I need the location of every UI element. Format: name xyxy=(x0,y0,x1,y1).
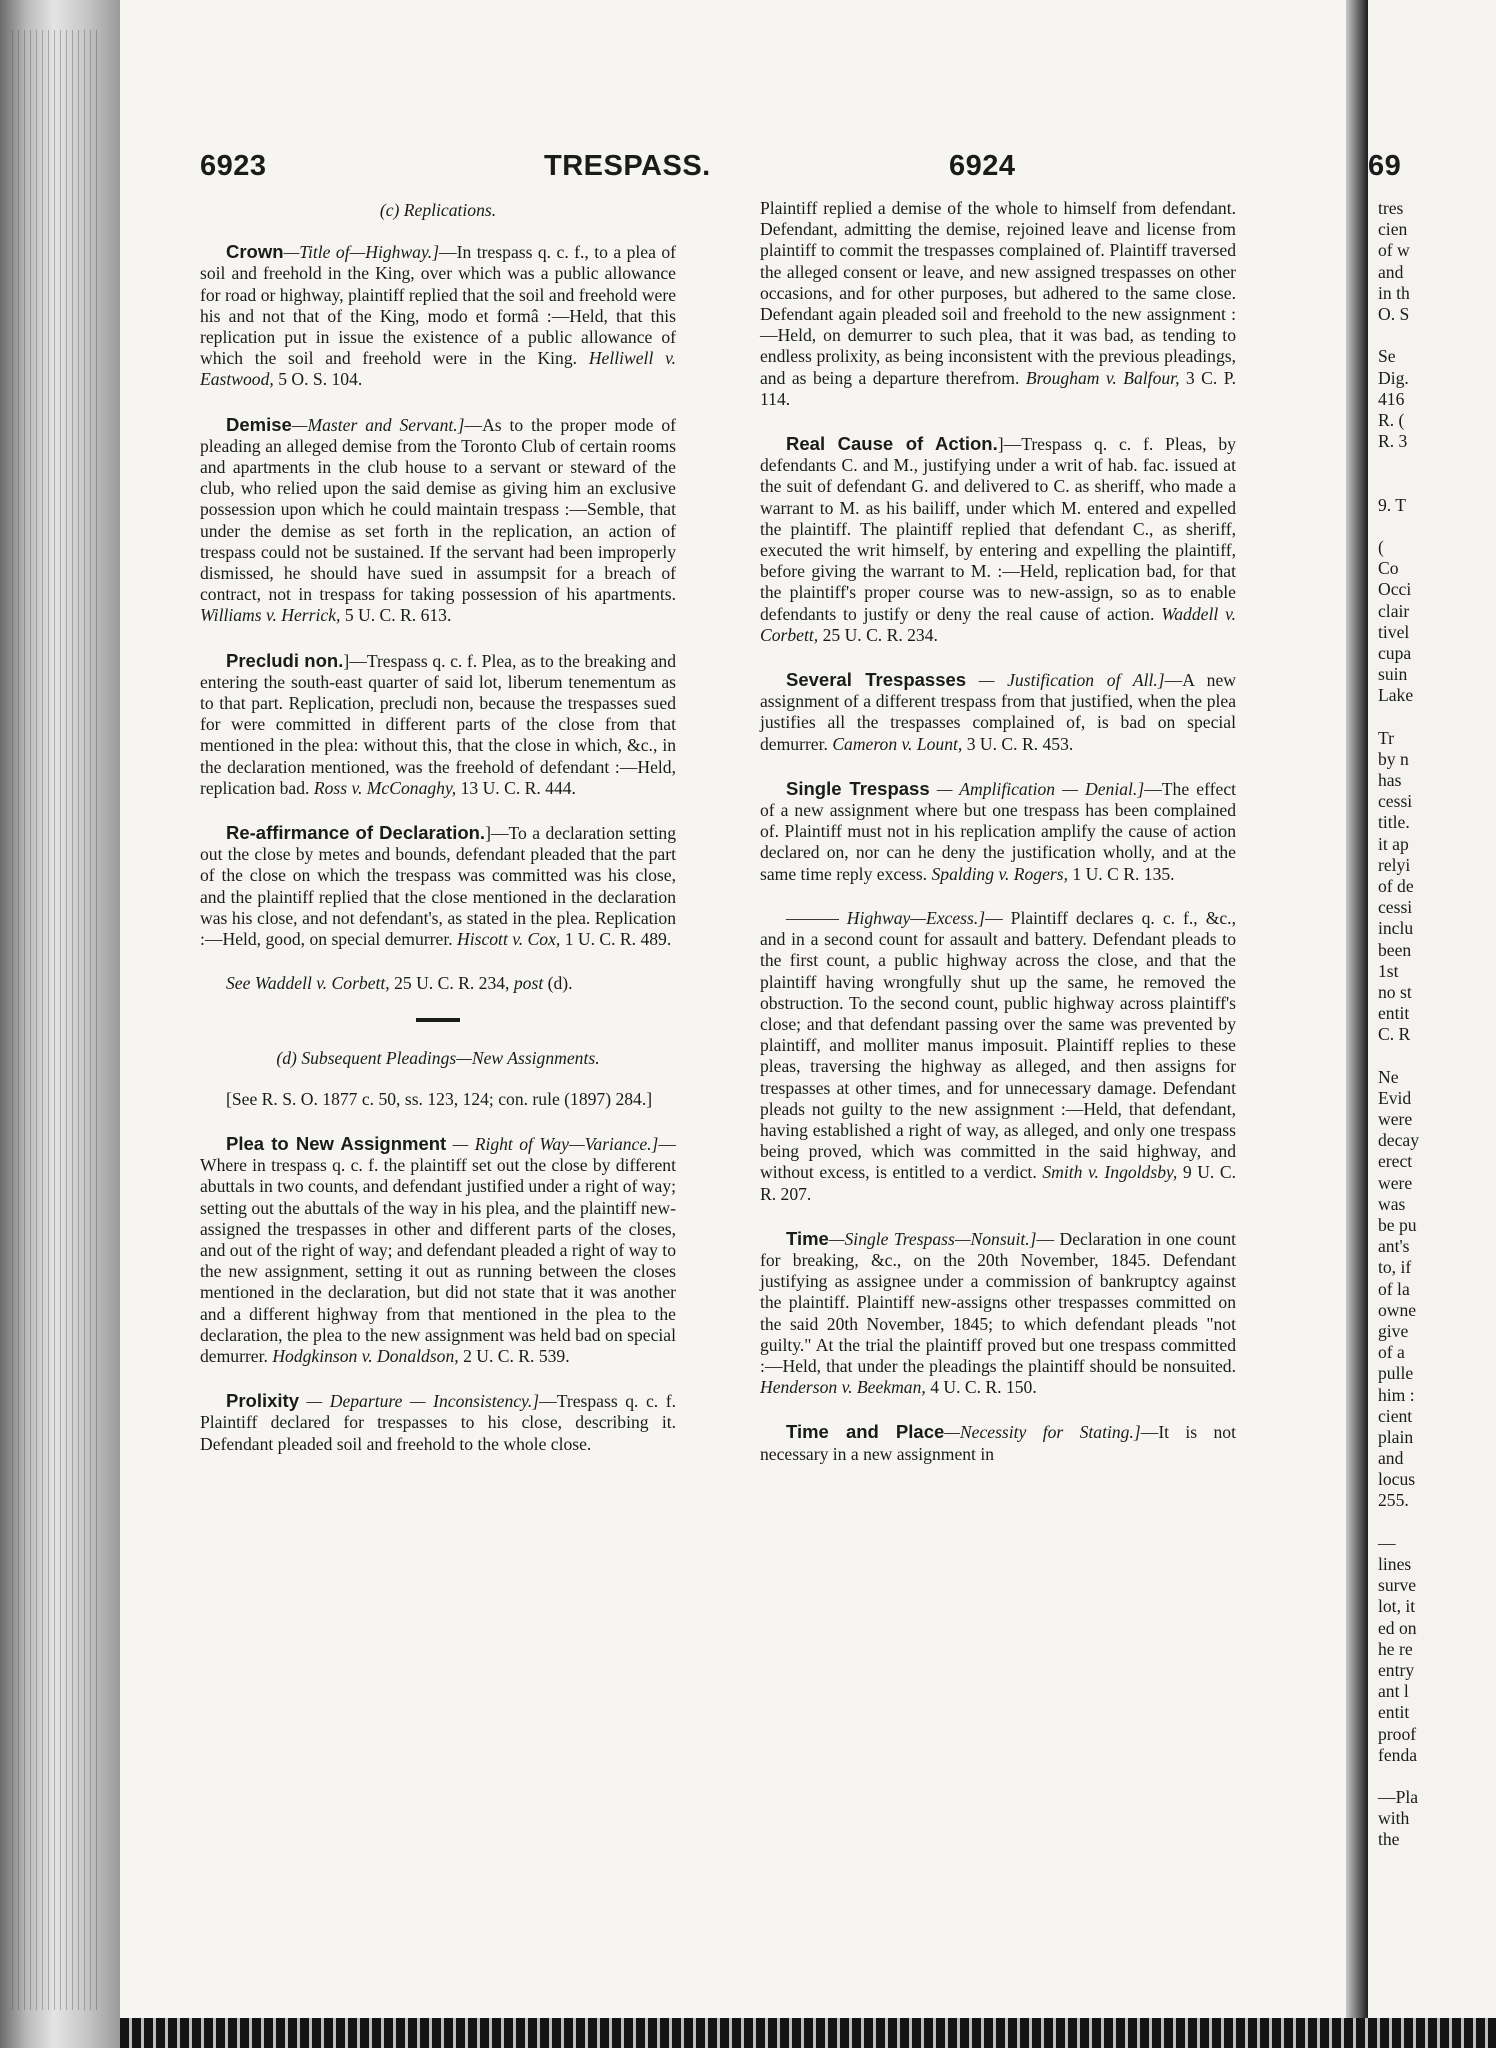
next-page-line: entit xyxy=(1378,1003,1410,1024)
entry-re-affirmance: Re-affirmance of Declaration.]—To a declaration setting out the close by metes and bounds, defendant pleaded that the part of the close on which the trespass was committed was his close, and the plaintiff replied that the close mentioned in the declaration was his close, and not defendant's, as stated in the plea. Replication :—Held, good, on special demurrer. Hiscott v. Cox, 1 U. C. R. 489. xyxy=(200,822,676,950)
next-page-line: were xyxy=(1378,1172,1413,1193)
section-divider xyxy=(416,1018,460,1022)
next-page-line: with xyxy=(1378,1808,1410,1829)
entry-plea-to-new-assignment: Plea to New Assignment — Right of Way—Variance.]—Where in trespass q. c. f. the plaintiff set out the close by different abuttals in two counts, and defendant justified under a right of way; setting out the abuttals of the way in his plea, and the plaintiff new-assigned the trespasses in other and different parts of the closes, and out of the right of way; and defendant pleaded a right of way to the new assignment, setting it out as running between the closes mentioned in the declaration, but did not state that it was another and a different highway from that mentioned in the plea to the declaration, the plea to the new assignment was held bad on special demurrer. Hodgkinson v. Donaldson, 2 U. C. R. 539. xyxy=(200,1132,676,1366)
next-page-line: O. S xyxy=(1378,303,1410,324)
next-page-line: was xyxy=(1378,1193,1406,1214)
next-page-line: Tr xyxy=(1378,727,1394,748)
next-page-line xyxy=(1378,325,1496,346)
next-page-line: lot, it xyxy=(1378,1596,1416,1617)
next-page-line: 416 xyxy=(1378,388,1405,409)
next-page-line: ant l xyxy=(1378,1681,1409,1702)
next-page-line: lines xyxy=(1378,1554,1412,1574)
next-page-line: relyi xyxy=(1378,854,1411,875)
subheading-replications: (c) Replications. xyxy=(379,200,497,220)
next-page-line: entit xyxy=(1378,1702,1410,1723)
next-page-line: of w xyxy=(1378,240,1410,261)
next-page-line: and xyxy=(1378,1448,1404,1469)
next-page-line: tivel xyxy=(1378,621,1410,642)
entry-single-trespass: Single Trespass — Amplification — Denial.]—The effect of a new assignment where but one trespass has been complained of. Plaintiff must not in his replication amplify the cause of action declared on, nor can he deny the justification wholly, and at the same time reply excess. Spalding v. Rogers, 1 U. C R. 135. xyxy=(760,777,1237,884)
next-page-line xyxy=(1378,452,1496,473)
next-page-line: erect xyxy=(1378,1151,1413,1172)
next-page-line: R. ( xyxy=(1378,409,1405,430)
next-page-line xyxy=(1378,707,1496,728)
page-title: TRESPASS. xyxy=(544,150,711,182)
next-page-line: him : xyxy=(1378,1384,1415,1405)
next-page-line: title. xyxy=(1378,812,1410,833)
next-page-line: were xyxy=(1378,1109,1413,1130)
next-page-line: fenda xyxy=(1378,1744,1418,1765)
next-page-line: of a xyxy=(1378,1342,1405,1363)
next-page-line: of la xyxy=(1378,1278,1410,1299)
entry-time-and-place: Time and Place—Necessity for Stating.]—It is not necessary in a new assignment in xyxy=(760,1421,1236,1464)
next-page-fragment xyxy=(1368,0,1496,2048)
next-page-line: tres xyxy=(1378,198,1404,218)
next-page-line: surve xyxy=(1378,1575,1417,1596)
next-page-line: decay xyxy=(1378,1130,1420,1151)
next-page-line: Occi xyxy=(1378,579,1412,600)
next-page-line: no st xyxy=(1378,981,1412,1002)
next-page-line: C. R xyxy=(1378,1024,1411,1045)
next-page-line xyxy=(1378,1512,1496,1533)
next-page-line: clair xyxy=(1378,600,1410,621)
entry-crown: Crown—Title of—Highway.]—In trespass q. c. f., to a plea of soil and freehold in the King, over which was a public allowance for road or highway, plaintiff replied that the soil and freehold were his and not that of the King, modo et formâ :—Held, that this replication put in issue the existence of a public allowance of which the soil and freehold were in the King. Helliwell v. Eastwood, 5 O. S. 104. xyxy=(200,241,676,390)
next-page-line: Evid xyxy=(1378,1087,1412,1108)
entry-time: Time—Single Trespass—Nonsuit.]— Declaration in one count for breaking, &c., on the 20th November, 1845. Defendant justifying as assignee under a commission of bankruptcy against the plaintiff. Plaintiff new-assigns other trespasses committed on the said 20th November, 1845; to which defendant pleads "not guilty." At the trial the plaintiff proved but one trespass committed :—Held, that under the pleadings the plaintiff should be nonsuited. Henderson v. Beekman, 4 U. C. R. 150. xyxy=(760,1227,1237,1398)
next-page-line: Ne xyxy=(1378,1066,1399,1087)
statute-note: [See R. S. O. 1877 c. 50, ss. 123, 124; con. rule (1897) 284.] xyxy=(226,1088,653,1109)
entry-real-cause-of-action: Real Cause of Action.]—Trespass q. c. f. Pleas, by defendants C. and M., justifying under a writ of hab. fac. issued at the suit of defendant G. and delivered to C. as sheriff, who made a warrant to M. as his bailiff, under which M. entered and expelled the plaintiff. The plaintiff replied that defendant C., as sheriff, executed the writ himself, by entering and expelling the plaintiff, before giving the warrant to M. :—Held, replication bad, for that the plaintiff's proper course was to new-assign, so as to enable defendants to justify or deny the real cause of action. Waddell v. Corbett, 25 U. C. R. 234. xyxy=(760,433,1236,645)
next-page-line xyxy=(1378,1766,1496,1787)
entry-several-trespasses: Several Trespasses — Justification of All.]—A new assignment of a different trespass from that justified, when the plea justifies all the trespasses complained of, is bad on special demurrer. Cameron v. Lount, 3 U. C. R. 453. xyxy=(760,669,1236,754)
next-page-line: by n xyxy=(1378,748,1409,769)
next-page-line: owne xyxy=(1378,1299,1417,1320)
next-page-line: he re xyxy=(1378,1638,1413,1659)
next-page-lines xyxy=(1378,198,1496,1851)
next-page-line xyxy=(1378,516,1496,537)
next-page-line: has xyxy=(1378,770,1402,791)
next-page-line: 1st xyxy=(1378,960,1399,981)
next-page-line: suin xyxy=(1378,664,1408,685)
next-page-line: of de xyxy=(1378,876,1414,896)
next-page-line: Co xyxy=(1378,558,1399,579)
next-page-line: been xyxy=(1378,939,1412,960)
next-page-line: and xyxy=(1378,261,1404,282)
entry-highway-excess: ——— Highway—Excess.]— Plaintiff declares q. c. f., &c., and in a second count for assault and battery. Defendant pleads to the first count, a public highway across the close, and that the plaintiff having wrongfully shut up the same, he removed the obstruction. To the second count, public highway across plaintiff's close; and that defendant passing over the same was prevented by plaintiff, and molliter manus imposuit. Plaintiff replies to these pleas, traversing the highway as alleged, and then assigns for trespasses at other times, and for unnecessary damage. Defendant pleads not guilty to the new assignment :—Held, that defendant, having established a right of way, as alleged, and only one trespass being proved, which was committed in the said highway, and without excess, is entitled to a verdict. Smith v. Ingoldsby, 9 U. C. R. 207. xyxy=(760,907,1236,1204)
page-bottom-edge xyxy=(120,2018,1496,2048)
next-page-line: —Pla xyxy=(1378,1787,1419,1808)
next-page-line: cient xyxy=(1378,1405,1413,1426)
next-page-line xyxy=(1378,473,1496,494)
next-page-line: ( xyxy=(1378,537,1384,557)
next-page-line: the xyxy=(1378,1829,1400,1850)
next-page-line: pulle xyxy=(1378,1363,1414,1384)
next-page-line: — xyxy=(1378,1532,1396,1553)
left-page-number: 6923 xyxy=(200,150,267,182)
next-page-line: ant's xyxy=(1378,1236,1410,1257)
book-binding-edge xyxy=(0,0,120,2048)
entry-prolixity: Prolixity — Departure — Inconsistency.]—Trespass q. c. f. Plaintiff declared for trespasses to his close, describing it. Defendant pleaded soil and freehold to the whole close. xyxy=(200,1390,676,1454)
next-page-line: be pu xyxy=(1378,1215,1417,1235)
entry-precludi-non: Precludi non.]—Trespass q. c. f. Plea, as to the breaking and entering the south-east quarter of said lot, liberum tenementum as to that part. Replication, precludi non, because the trespasses sued for were committed in different parts of the close from that mentioned in the plea: without this, that the close in which, &c., in the declaration mentioned, was the freehold of defendant :—Held, replication bad. Ross v. McConaghy, 13 U. C. R. 444. xyxy=(200,649,676,798)
entry-prolixity-continued: Plaintiff replied a demise of the whole to himself from defendant. Defendant, admitting the demise, rejoined leave and license from plaintiff to commit the trespasses complained of. Plaintiff traversed the alleged consent or leave, and new assigned trespasses on other occasions, and for other purposes, but adhered to the same close. Defendant again pleaded soil and freehold to the new assignment :—Held, on demurrer to such plea, that it was bad, as tending to endless prolixity, as being inconsistent with the previous pleadings, and as being a departure therefrom. Brougham v. Balfour, 3 C. P. 114. xyxy=(760,198,1236,409)
left-column xyxy=(200,200,676,1478)
next-page-line: proof xyxy=(1378,1723,1417,1744)
entry-demise: Demise—Master and Servant.]—As to the proper mode of pleading an alleged demise from the Toronto Club of certain rooms and apartments in the club house to a servant or steward of the club, who relied upon the said demise as giving him an exclusive possession upon which he could maintain trespass :—Semble, that under the demise as set forth in the replication, an action of trespass could not be sustained. If the servant had been improperly dismissed, he should have sued in assumpsit for a breach of contract, not in trespass for taking possession of his apartments. Williams v. Herrick, 5 U. C. R. 613. xyxy=(200,413,676,626)
next-page-line: Se xyxy=(1378,346,1396,367)
next-page-line: entry xyxy=(1378,1659,1415,1680)
next-page-line: plain xyxy=(1378,1426,1414,1447)
next-page-line: cien xyxy=(1378,219,1408,240)
subheading-subsequent-pleadings: (d) Subsequent Pleadings—New Assignments. xyxy=(276,1047,600,1068)
see-also-note: See Waddell v. Corbett, 25 U. C. R. 234, post (d). xyxy=(226,973,573,994)
next-page-line: R. 3 xyxy=(1378,431,1408,452)
next-page-line: Dig. xyxy=(1378,367,1409,388)
next-page-line xyxy=(1378,1046,1496,1067)
next-page-line: locus xyxy=(1378,1469,1416,1490)
next-page-line: cessi xyxy=(1378,897,1413,918)
next-page-line: 255. xyxy=(1378,1490,1409,1511)
right-page-number: 6924 xyxy=(949,150,1016,182)
next-page-line: it ap xyxy=(1378,833,1409,854)
next-page-line: inclu xyxy=(1378,918,1414,939)
next-page-line: give xyxy=(1378,1320,1409,1341)
next-page-line: Lake xyxy=(1378,685,1414,706)
right-column xyxy=(760,198,1236,1488)
next-page-line: in th xyxy=(1378,282,1410,303)
next-page-line: cupa xyxy=(1378,642,1412,663)
next-page-line: cessi xyxy=(1378,791,1413,812)
next-page-line: 9. T xyxy=(1378,494,1407,515)
next-page-line: to, if xyxy=(1378,1257,1412,1278)
next-page-number: 69 xyxy=(1368,150,1402,182)
next-page-line: ed on xyxy=(1378,1617,1417,1638)
page-gutter xyxy=(1346,0,1368,2048)
